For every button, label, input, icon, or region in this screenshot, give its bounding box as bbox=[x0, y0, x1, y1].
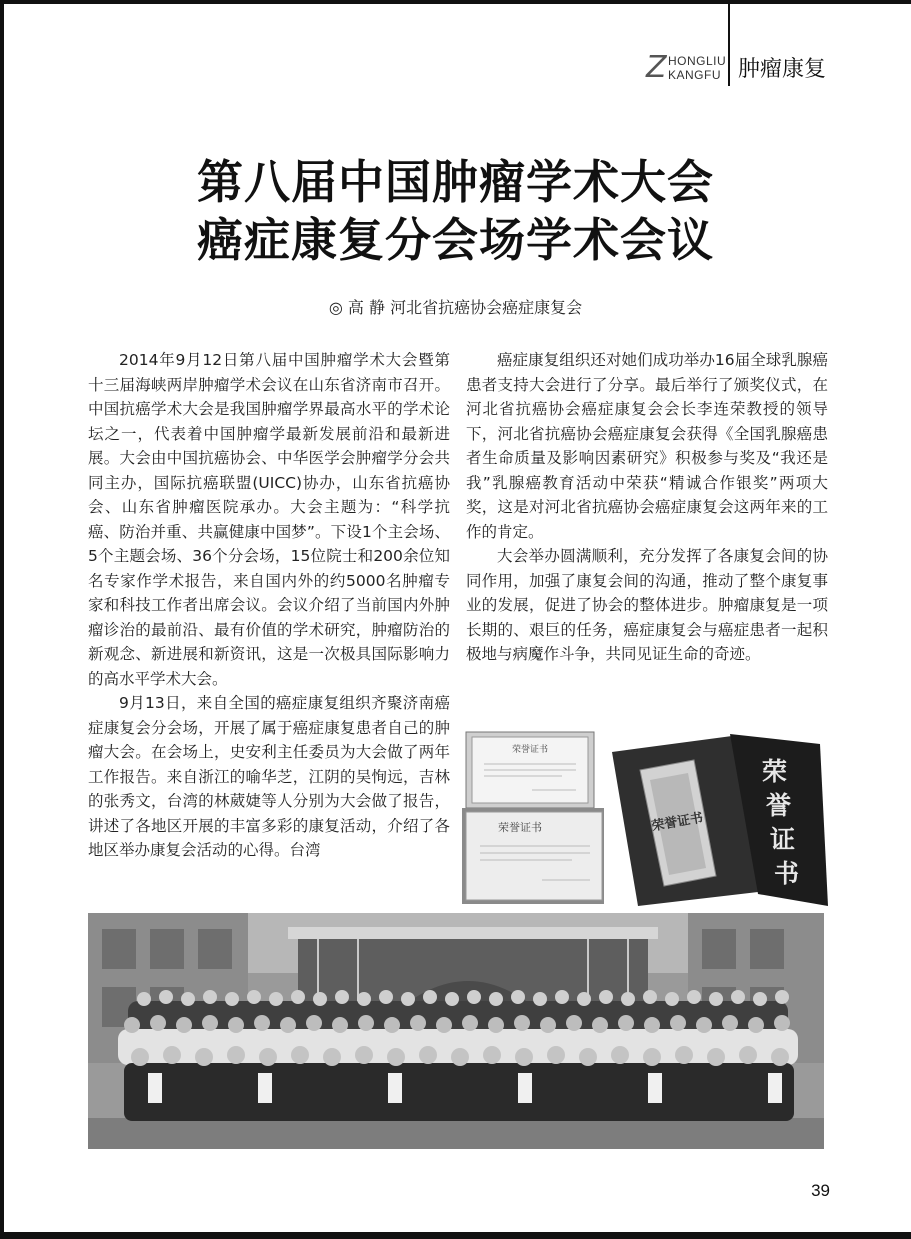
folder-char-2: 誉 bbox=[766, 791, 792, 820]
certificate-2-title: 荣誉证书 bbox=[498, 821, 542, 834]
page-number: 39 bbox=[811, 1181, 830, 1200]
paragraph: 癌症康复组织还对她们成功举办16届全球乳腺癌患者支持大会进行了分享。最后举行了颁奖仪式，在河北省抗癌协会癌症康复会会长李连荣教授的领导下，河北省抗癌协会癌症康复会获得《全国乳腺癌患者生命质量及影响因素研究》积极参与奖及“我还是我”乳腺癌教育活动中荣获“精诚合作银奖”两项大奖，这是对河北省抗癌协会癌症康复会这两年来的工作的肯定。 bbox=[466, 351, 828, 541]
logo-line-2: KANGFU bbox=[668, 68, 722, 82]
article-title-line-2: 癌症康复分会场学术会议 bbox=[197, 213, 714, 267]
right-column bbox=[466, 348, 828, 667]
folder-char-1: 荣 bbox=[762, 757, 788, 786]
page-top-border bbox=[0, 0, 911, 4]
folder-char-4: 书 bbox=[774, 859, 800, 888]
certificate-1-title: 荣誉证书 bbox=[511, 745, 549, 755]
article-title-line-1: 第八届中国肿瘤学术大会 bbox=[197, 155, 714, 209]
article-byline: ◎ 高 静 河北省抗癌协会癌症康复会 bbox=[328, 298, 583, 317]
section-name: 肿瘤康复 bbox=[738, 57, 827, 82]
folder-char-3: 证 bbox=[770, 825, 796, 854]
booklet-title: 荣誉证书 bbox=[650, 810, 705, 835]
page-bottom-border bbox=[0, 1232, 911, 1239]
logo-letter: Z bbox=[646, 50, 667, 85]
logo-line-1: HONGLIU bbox=[668, 54, 727, 68]
header-divider bbox=[728, 0, 730, 86]
certificates-photo bbox=[462, 730, 828, 906]
paragraph: 9月13日，来自全国的癌症康复组织齐聚济南癌症康复会分会场，开展了属于癌症康复患者自己的肿瘤大会。在会场上，史安利主任委员为大会做了两年工作报告。来自浙江的喻华芝，江阴的吴恂远，吉林的张秀文，台湾的林葳婕等人分别为大会做了报告，讲述了各地区开展的丰富多彩的康复活动，介绍了各地区举办康复会活动的心得。台湾 bbox=[88, 694, 450, 859]
left-column bbox=[88, 348, 450, 863]
paragraph: 2014年9月12日第八届中国肿瘤学术大会暨第十三届海峡两岸肿瘤学术会议在山东省济南市召开。中国抗癌学术大会是我国肿瘤学界最高水平的学术论坛之一，代表着中国肿瘤学最新发展前沿和最新进展。大会由中国抗癌协会、中华医学会肿瘤学分会共同主办，国际抗癌联盟(UICC)协办，山东省抗癌协会、山东省肿瘤医院承办。大会主题为：“科学抗癌、防治并重、共赢健康中国梦”。下设1个主会场、5个主题会场、36个分会场，15位院士和200余位知名专家作学术报告，来自国内外的约5000名肿瘤专家和科技工作者出席会议。会议介绍了当前国内外肿瘤诊治的最前沿、最有价值的学术研究，肿瘤防治的新观念、新进展和新资讯，这是一次极具国际影响力的高水平学术大会。 bbox=[88, 351, 450, 688]
journal-logo bbox=[646, 50, 726, 86]
group-photo bbox=[88, 913, 824, 1149]
paragraph: 大会举办圆满顺利，充分发挥了各康复会间的协同作用，加强了康复会间的沟通，推动了整个康复事业的发展，促进了协会的整体进步。肿瘤康复是一项长期的、艰巨的任务，癌症康复会与癌症患者一起积极地与病魔作斗争，共同见证生命的奇迹。 bbox=[466, 547, 828, 663]
